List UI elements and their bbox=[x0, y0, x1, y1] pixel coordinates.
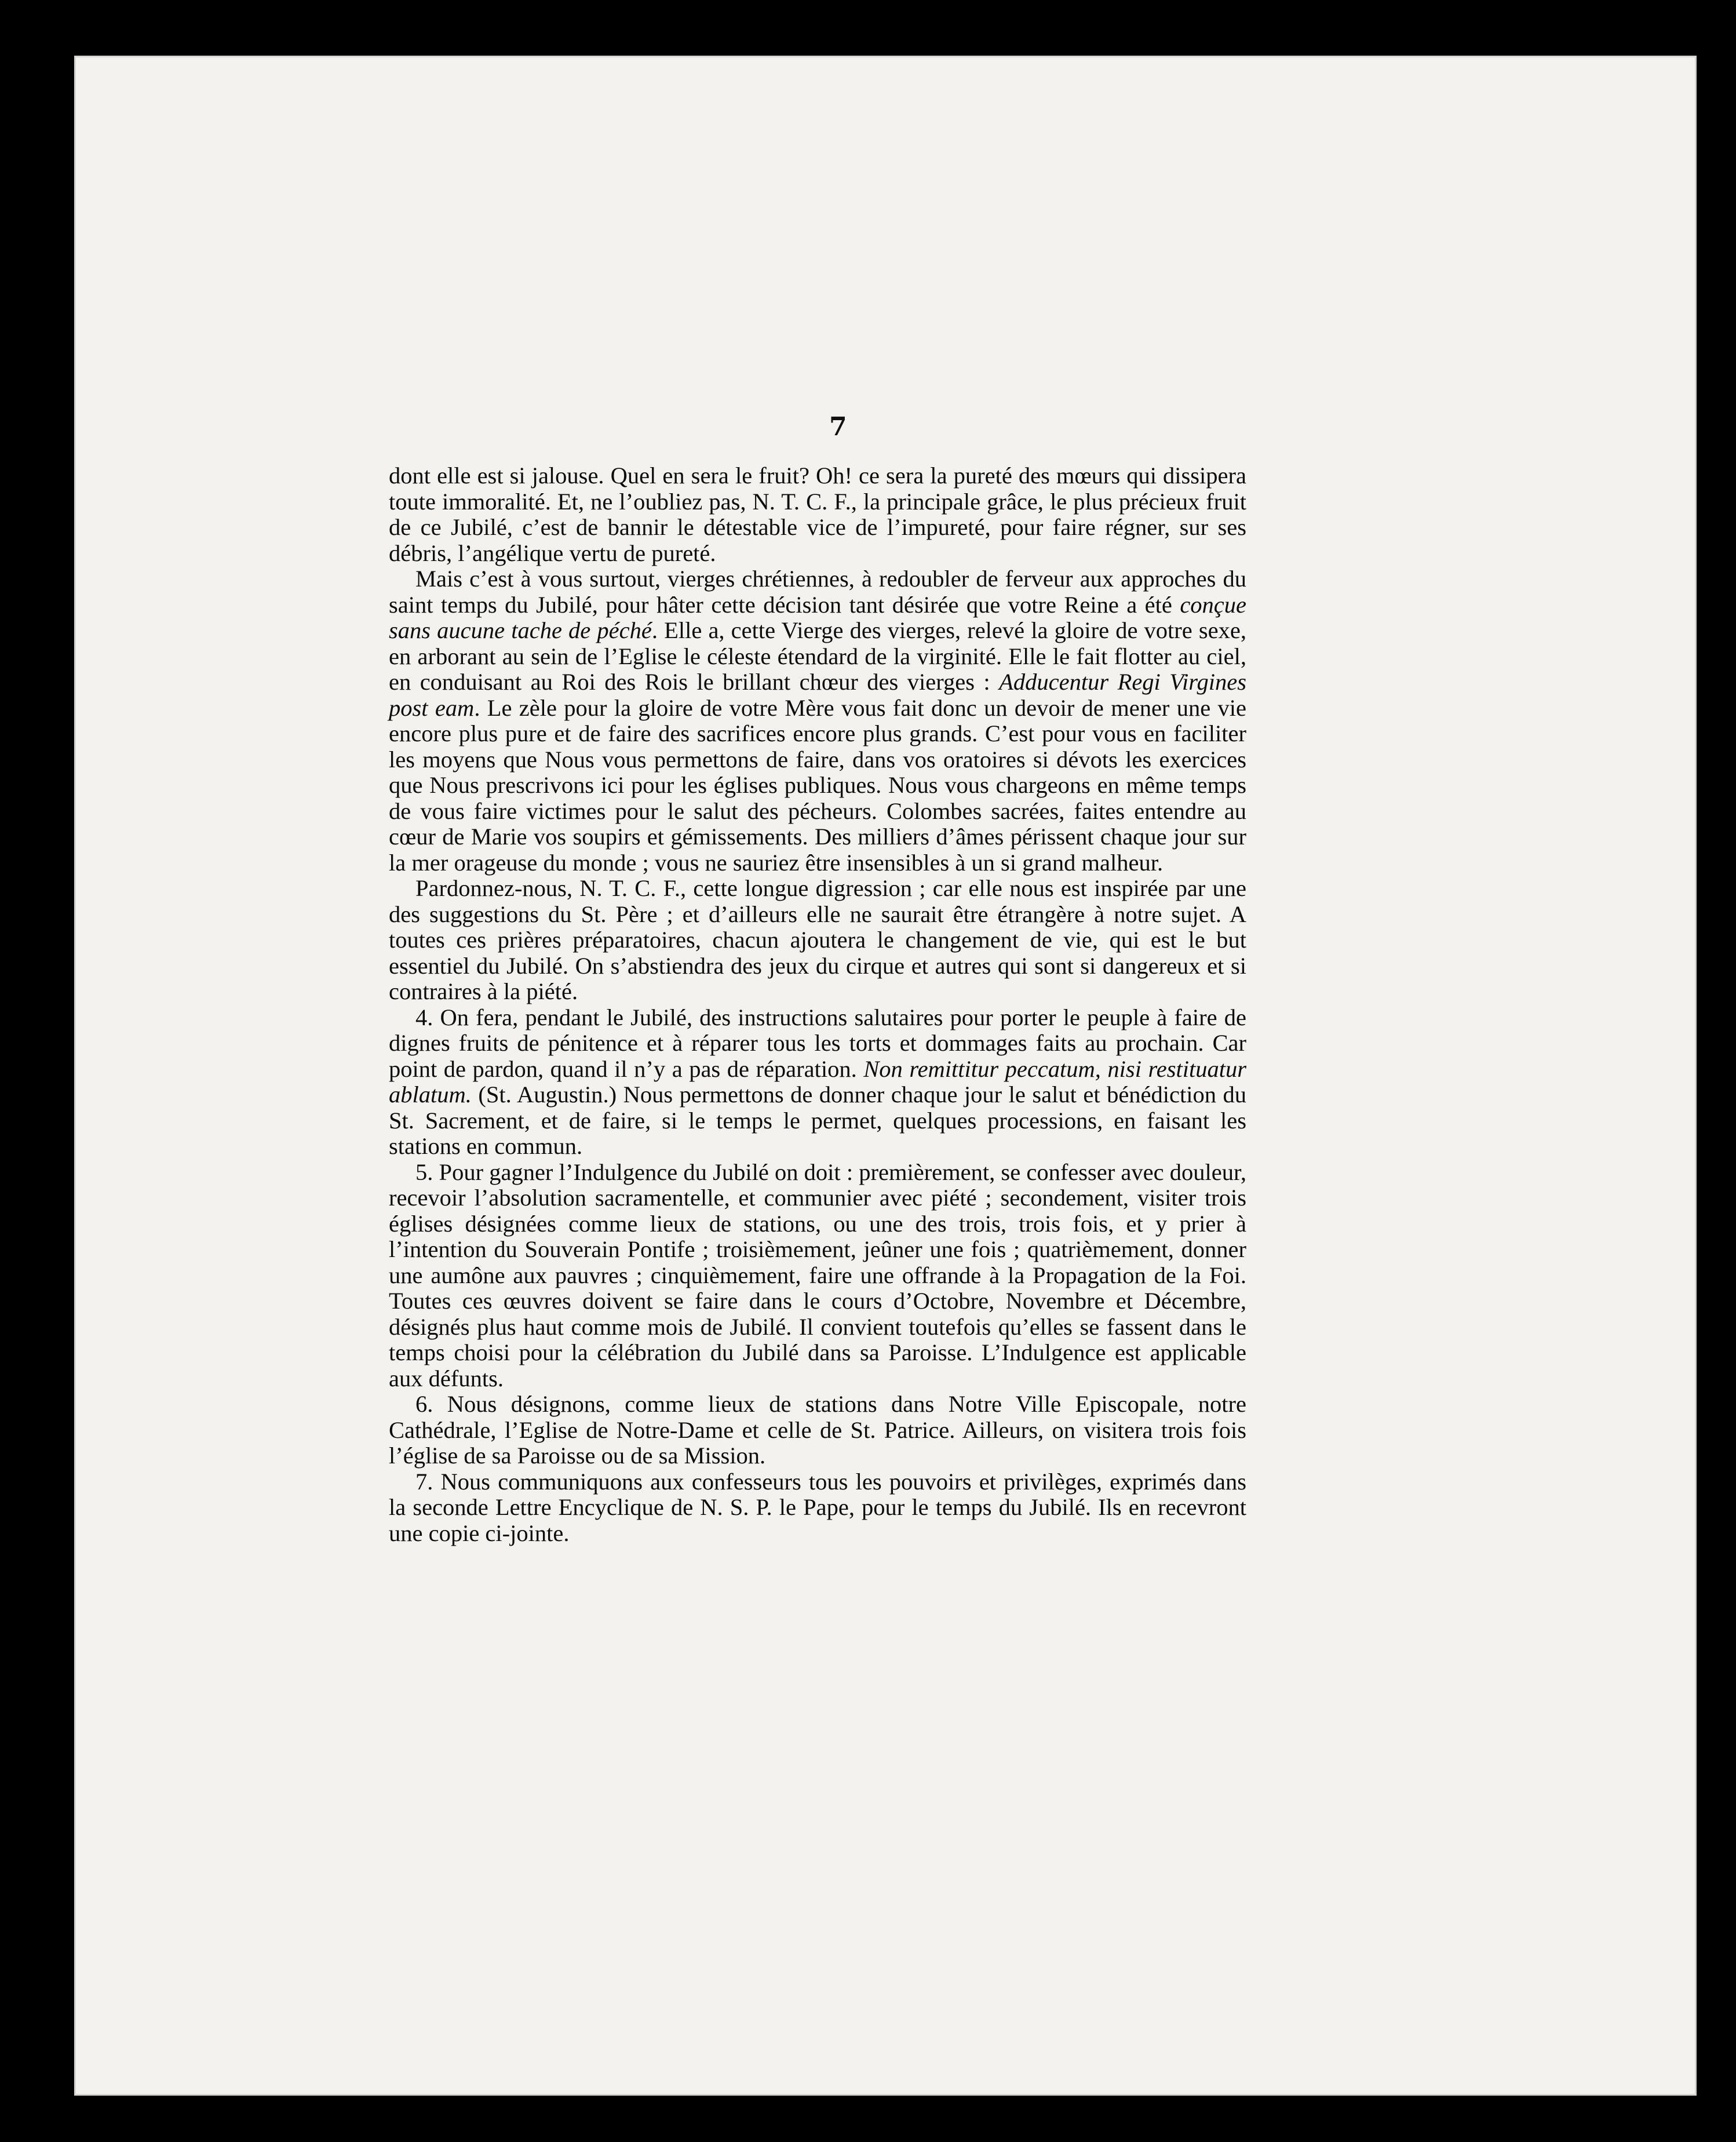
text-run: dont elle est si jalouse. Quel en sera le fruit? Oh! ce sera la pureté des mœurs qui dissipera toute immoralité. Et, ne l’oubliez pas, N. T. C. F., la principale grâce, le plus précieux fruit de ce Jubilé, c’est de bannir le détestable vice de l’impureté, pour faire régner, sur ses débris, l’angélique vertu de pureté. bbox=[389, 462, 1246, 566]
text-run: . Le zèle pour la gloire de votre Mère vous fait donc un devoir de mener une vie encore plus pure et de faire des sacrifices encore plus grands. C’est pour vous en faciliter les moyens que Nous vous permettons de faire, dans vos oratoires si dévots les exercices que Nous prescrivons ici pour les églises publiques. Nous vous chargeons en même temps de vous faire victimes pour le salut des pécheurs. Colombes sacrées, faites entendre au cœur de Marie vos soupirs et gémissements. Des milliers d’âmes périssent chaque jour sur la mer orageuse du monde ; vous ne sauriez être insensibles à un si grand malheur. bbox=[389, 694, 1246, 876]
paragraph bbox=[389, 1391, 1246, 1469]
paragraph bbox=[389, 1160, 1246, 1392]
page-number: 7 bbox=[829, 412, 847, 442]
italic-text-run: Adducentur Regi Virgines post eam bbox=[389, 669, 1246, 721]
paragraph bbox=[389, 1005, 1246, 1160]
text-run: 6. Nous désignons, comme lieux de stations dans Notre Ville Episcopale, notre Cathédrale, l’Eglise de Notre-Dame et celle de St. Patrice. Ailleurs, on visitera trois fois l’église de sa Paroisse ou de sa Mission. bbox=[389, 1391, 1246, 1469]
document-page bbox=[74, 56, 1697, 2096]
text-run: (St. Augustin.) Nous permettons de donner chaque jour le salut et bénédiction du St. Sacrement, et de faire, si le temps le permet, quelques processions, en faisant les stations en commun. bbox=[389, 1081, 1246, 1159]
paragraph bbox=[389, 463, 1246, 566]
text-run: 7. Nous communiquons aux confesseurs tous les pouvoirs et privilèges, exprimés dans la seconde Lettre Encyclique de N. S. P. le Pape, pour le temps du Jubilé. Ils en recevront une copie ci-jointe. bbox=[389, 1468, 1246, 1546]
text-run: 5. Pour gagner l’Indulgence du Jubilé on doit : premièrement, se confesser avec douleur, recevoir l’absolution sacramentelle, et communier avec piété ; secondement, visiter trois églises désignées comme lieux de stations, ou une des trois, trois fois, et y prier à l’intention du Souverain Pontife ; troisièmement, jeûner une fois ; quatrièmement, donner une aumône aux pauvres ; cinquièmement, faire une offrande à la Propagation de la Foi. Toutes ces œuvres doivent se faire dans le cours d’Octobre, Novembre et Décembre, désignés plus haut comme mois de Jubilé. Il convient toutefois qu’elles se fassent dans le temps choisi pour la célébration du Jubilé dans sa Paroisse. L’Indulgence est applicable aux défunts. bbox=[389, 1159, 1246, 1391]
paragraph bbox=[389, 876, 1246, 1005]
text-run: . Elle a, cette Vierge des vierges, relevé la gloire de votre sexe, en arborant au sein de l’Eglise le céleste étendard de la virginité. Elle le fait flotter au ciel, en conduisant au Roi des Rois le brillant chœur des vierges : bbox=[389, 617, 1246, 695]
text-run: 4. On fera, pendant le Jubilé, des instructions salutaires pour porter le peuple à faire de dignes fruits de pénitence et à réparer tous les torts et dommages faits au prochain. Car point de pardon, quand il n’y a pas de réparation. bbox=[389, 1004, 1246, 1082]
body-text bbox=[389, 463, 1246, 1546]
paragraph bbox=[389, 1469, 1246, 1547]
paragraph bbox=[389, 566, 1246, 876]
text-run: Pardonnez-nous, N. T. C. F., cette longue digression ; car elle nous est inspirée par une des suggestions du St. Père ; et d’ailleurs elle ne saurait être étrangère à notre sujet. A toutes ces prières préparatoires, chacun ajoutera le changement de vie, qui est le but essentiel du Jubilé. On s’abstiendra des jeux du cirque et autres qui sont si dangereux et si contraires à la piété. bbox=[389, 875, 1246, 1004]
italic-text-run: conçue sans aucune tache de péché bbox=[389, 591, 1246, 643]
italic-text-run: Non remittitur peccatum, nisi restituatur ablatum. bbox=[389, 1055, 1246, 1108]
text-run: Mais c’est à vous surtout, vierges chrétiennes, à redoubler de ferveur aux approches du saint temps du Jubilé, pour hâter cette décision tant désirée que votre Reine a été bbox=[389, 566, 1246, 618]
